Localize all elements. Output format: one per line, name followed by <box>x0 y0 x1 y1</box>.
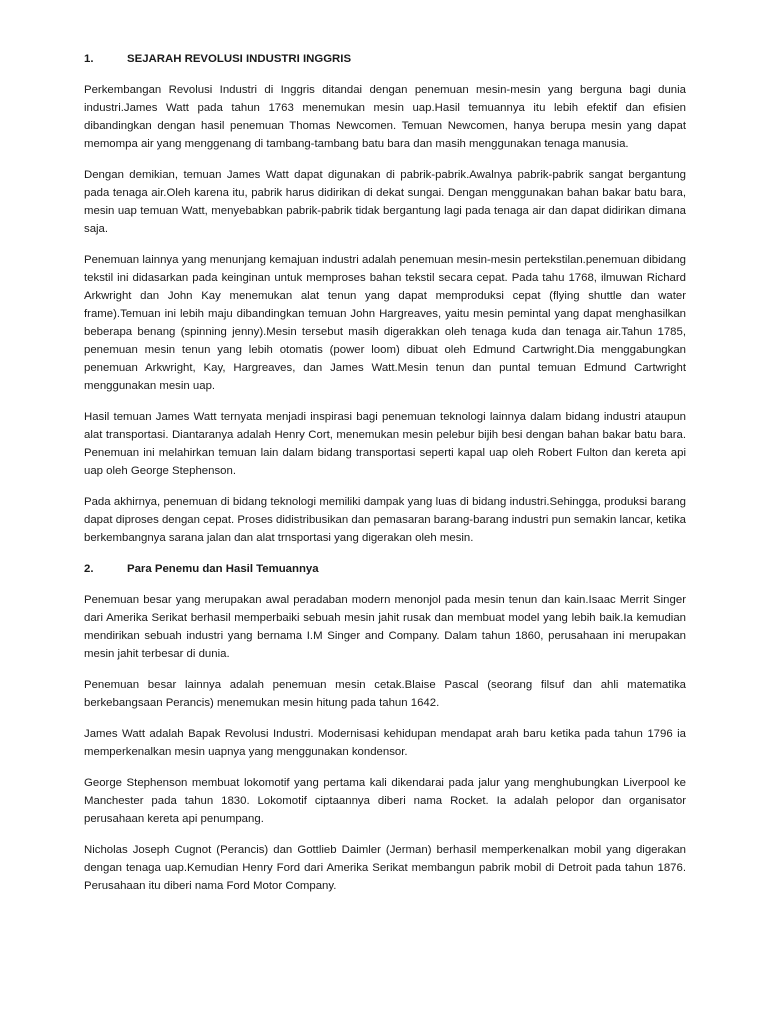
section-1-heading <box>84 50 686 68</box>
section-1-number: 1. <box>84 53 94 65</box>
section-1-paragraph-1: Perkembangan Revolusi Industri di Inggris ditandai dengan penemuan mesin-mesin yang berguna bagi dunia industri.James Watt pada tahun 1763 menemukan mesin uap.Hasil temuannya itu lebih efektif dan efisien dibandingkan dengan hasil penemuan Thomas Newcomen. Temuan Newcomen, hanya berupa mesin yang dapat memompa air yang menggenang di tambang-tambang batu bara dan masih menggunakan tenaga manusia. <box>84 84 686 150</box>
section-2-title: Para Penemu dan Hasil Temuannya <box>127 563 319 575</box>
document-page <box>84 50 686 908</box>
section-2-paragraph-5: Nicholas Joseph Cugnot (Perancis) dan Gottlieb Daimler (Jerman) berhasil memperkenalkan mobil yang digerakan dengan tenaga uap.Kemudian Henry Ford dari Amerika Serikat membangun pabrik mobil di Detroit pada tahun 1876. Perusahaan itu diberi nama Ford Motor Company. <box>84 844 686 892</box>
section-2-heading <box>84 560 686 578</box>
section-1-paragraph-3: Penemuan lainnya yang menunjang kemajuan industri adalah penemuan mesin-mesin pertekstilan.penemuan dibidang tekstil ini didasarkan pada keinginan untuk memproses bahan tekstil secara cepat. Pada tahu 1768, ilmuwan Richard Arkwright dan John Kay menemukan alat tenun yang dapat memproduksi cepat (flying shuttle dan water frame).Temuan ini lebih maju dibandingkan temuan John Hargreaves, yaitu mesin pemintal yang dapat menghasilkan beberapa benang (spinning jenny).Mesin tersebut masih digerakkan oleh tenaga kuda dan tenaga air.Tahun 1785, penemuan mesin tenun yang lebih otomatis (power loom) dibuat oleh Edmund Cartwright.Dia menggabungkan penemuan Arkwright, Kay, Hargreaves, dan James Watt.Mesin tenun dan puntal temuan Edmund Cartwright menggunakan mesin uap. <box>84 254 686 392</box>
section-2-paragraph-3: James Watt adalah Bapak Revolusi Industri. Modernisasi kehidupan mendapat arah baru ketika pada tahun 1796 ia memperkenalkan mesin uapnya yang menggunakan kondensor. <box>84 728 686 758</box>
section-2-paragraph-1: Penemuan besar yang merupakan awal peradaban modern menonjol pada mesin tenun dan kain.Isaac Merrit Singer dari Amerika Serikat berhasil memperbaiki sebuah mesin jahit rusak dan membuat model yang lebih baik.Ia kemudian mendirikan sebuah industri yang bernama I.M Singer and Company. Dalam tahun 1860, perusahaan ini merupakan mesin jahit terbesar di dunia. <box>84 594 686 660</box>
section-1-title: SEJARAH REVOLUSI INDUSTRI INGGRIS <box>127 53 352 65</box>
section-1-paragraph-2: Dengan demikian, temuan James Watt dapat digunakan di pabrik-pabrik.Awalnya pabrik-pabrik sangat bergantung pada tenaga air.Oleh karena itu, pabrik harus didirikan di dekat sungai. Dengan menggunakan bahan bakar batu bara, mesin uap temuan Watt, menyebabkan pabrik-pabrik tidak bergantung lagi pada tenaga air dan dapat didirikan dimana saja. <box>84 169 686 235</box>
section-2-paragraph-4: George Stephenson membuat lokomotif yang pertama kali dikendarai pada jalur yang menghubungkan Liverpool ke Manchester pada tahun 1830. Lokomotif ciptaannya diberi nama Rocket. Ia adalah pelopor dan organisator perusahaan kereta api penumpang. <box>84 777 686 825</box>
section-1-paragraph-4: Hasil temuan James Watt ternyata menjadi inspirasi bagi penemuan teknologi lainnya dalam bidang industri ataupun alat transportasi. Diantaranya adalah Henry Cort, menemukan mesin pelebur bijih besi dengan bahan bakar batu bara. Penemuan ini melahirkan temuan lain dalam bidang transportasi seperti kapal uap oleh Robert Fulton dan kereta api uap oleh George Stephenson. <box>84 411 686 477</box>
section-1-paragraph-5: Pada akhirnya, penemuan di bidang teknologi memiliki dampak yang luas di bidang industri.Sehingga, produksi barang dapat diproses dengan cepat. Proses didistribusikan dan pemasaran barang-barang industri pun semakin lancar, ketika berkembangnya sarana jalan dan alat trnsportasi yang digerakan oleh mesin. <box>84 496 686 544</box>
section-2-number: 2. <box>84 563 94 575</box>
section-2-paragraph-2: Penemuan besar lainnya adalah penemuan mesin cetak.Blaise Pascal (seorang filsuf dan ahli matematika berkebangsaan Perancis) menemukan mesin hitung pada tahun 1642. <box>84 679 686 709</box>
